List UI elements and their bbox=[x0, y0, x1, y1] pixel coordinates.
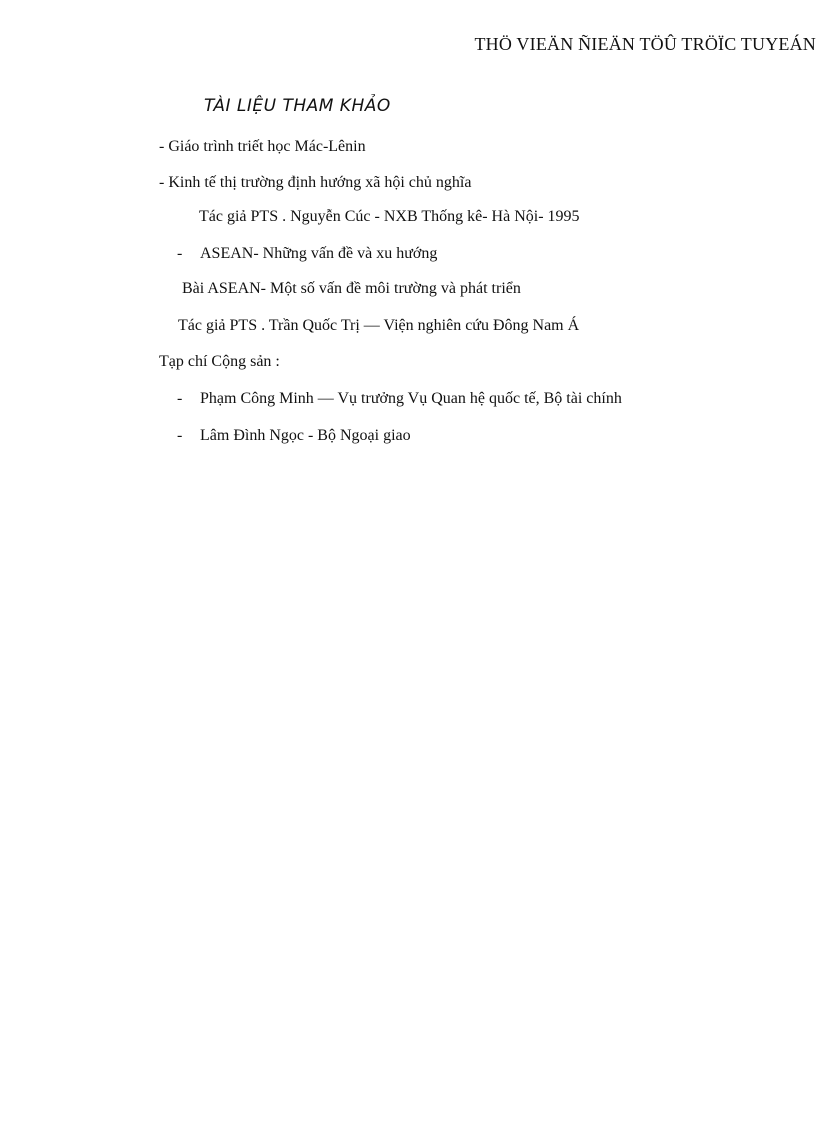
reference-line: Tạp chí Cộng sản : bbox=[159, 353, 280, 370]
list-dash: - bbox=[177, 245, 183, 262]
list-dash: - bbox=[177, 390, 183, 407]
reference-list-item bbox=[177, 390, 622, 408]
list-dash: - bbox=[177, 427, 183, 444]
reference-line: - Kinh tế thị trường định hướng xã hội chủ nghĩa bbox=[159, 174, 472, 191]
reference-line: Bài ASEAN- Một số vấn đề môi trường và phát triển bbox=[182, 280, 521, 297]
reference-line: Tác giả PTS . Trần Quốc Trị — Viện nghiên cứu Đông Nam Á bbox=[178, 317, 580, 334]
reference-line: Tác giả PTS . Nguyễn Cúc - NXB Thống kê- Hà Nội- 1995 bbox=[199, 208, 580, 225]
reference-text: ASEAN- Những vấn đề và xu hướng bbox=[200, 245, 438, 262]
page-title: TÀI LIỆU THAM KHẢO bbox=[204, 96, 391, 116]
reference-text: Phạm Công Minh — Vụ trưởng Vụ Quan hệ quốc tế, Bộ tài chính bbox=[200, 390, 622, 407]
reference-line: - Giáo trình triết học Mác-Lênin bbox=[159, 138, 366, 155]
reference-text: Lâm Đình Ngọc - Bộ Ngoại giao bbox=[200, 427, 411, 444]
page-header: THÖ VIEÄN ÑIEÄN TÖÛ TRÖÏC TUYEÁN bbox=[474, 34, 816, 54]
reference-list-item bbox=[177, 427, 411, 445]
reference-list-item bbox=[177, 245, 437, 263]
